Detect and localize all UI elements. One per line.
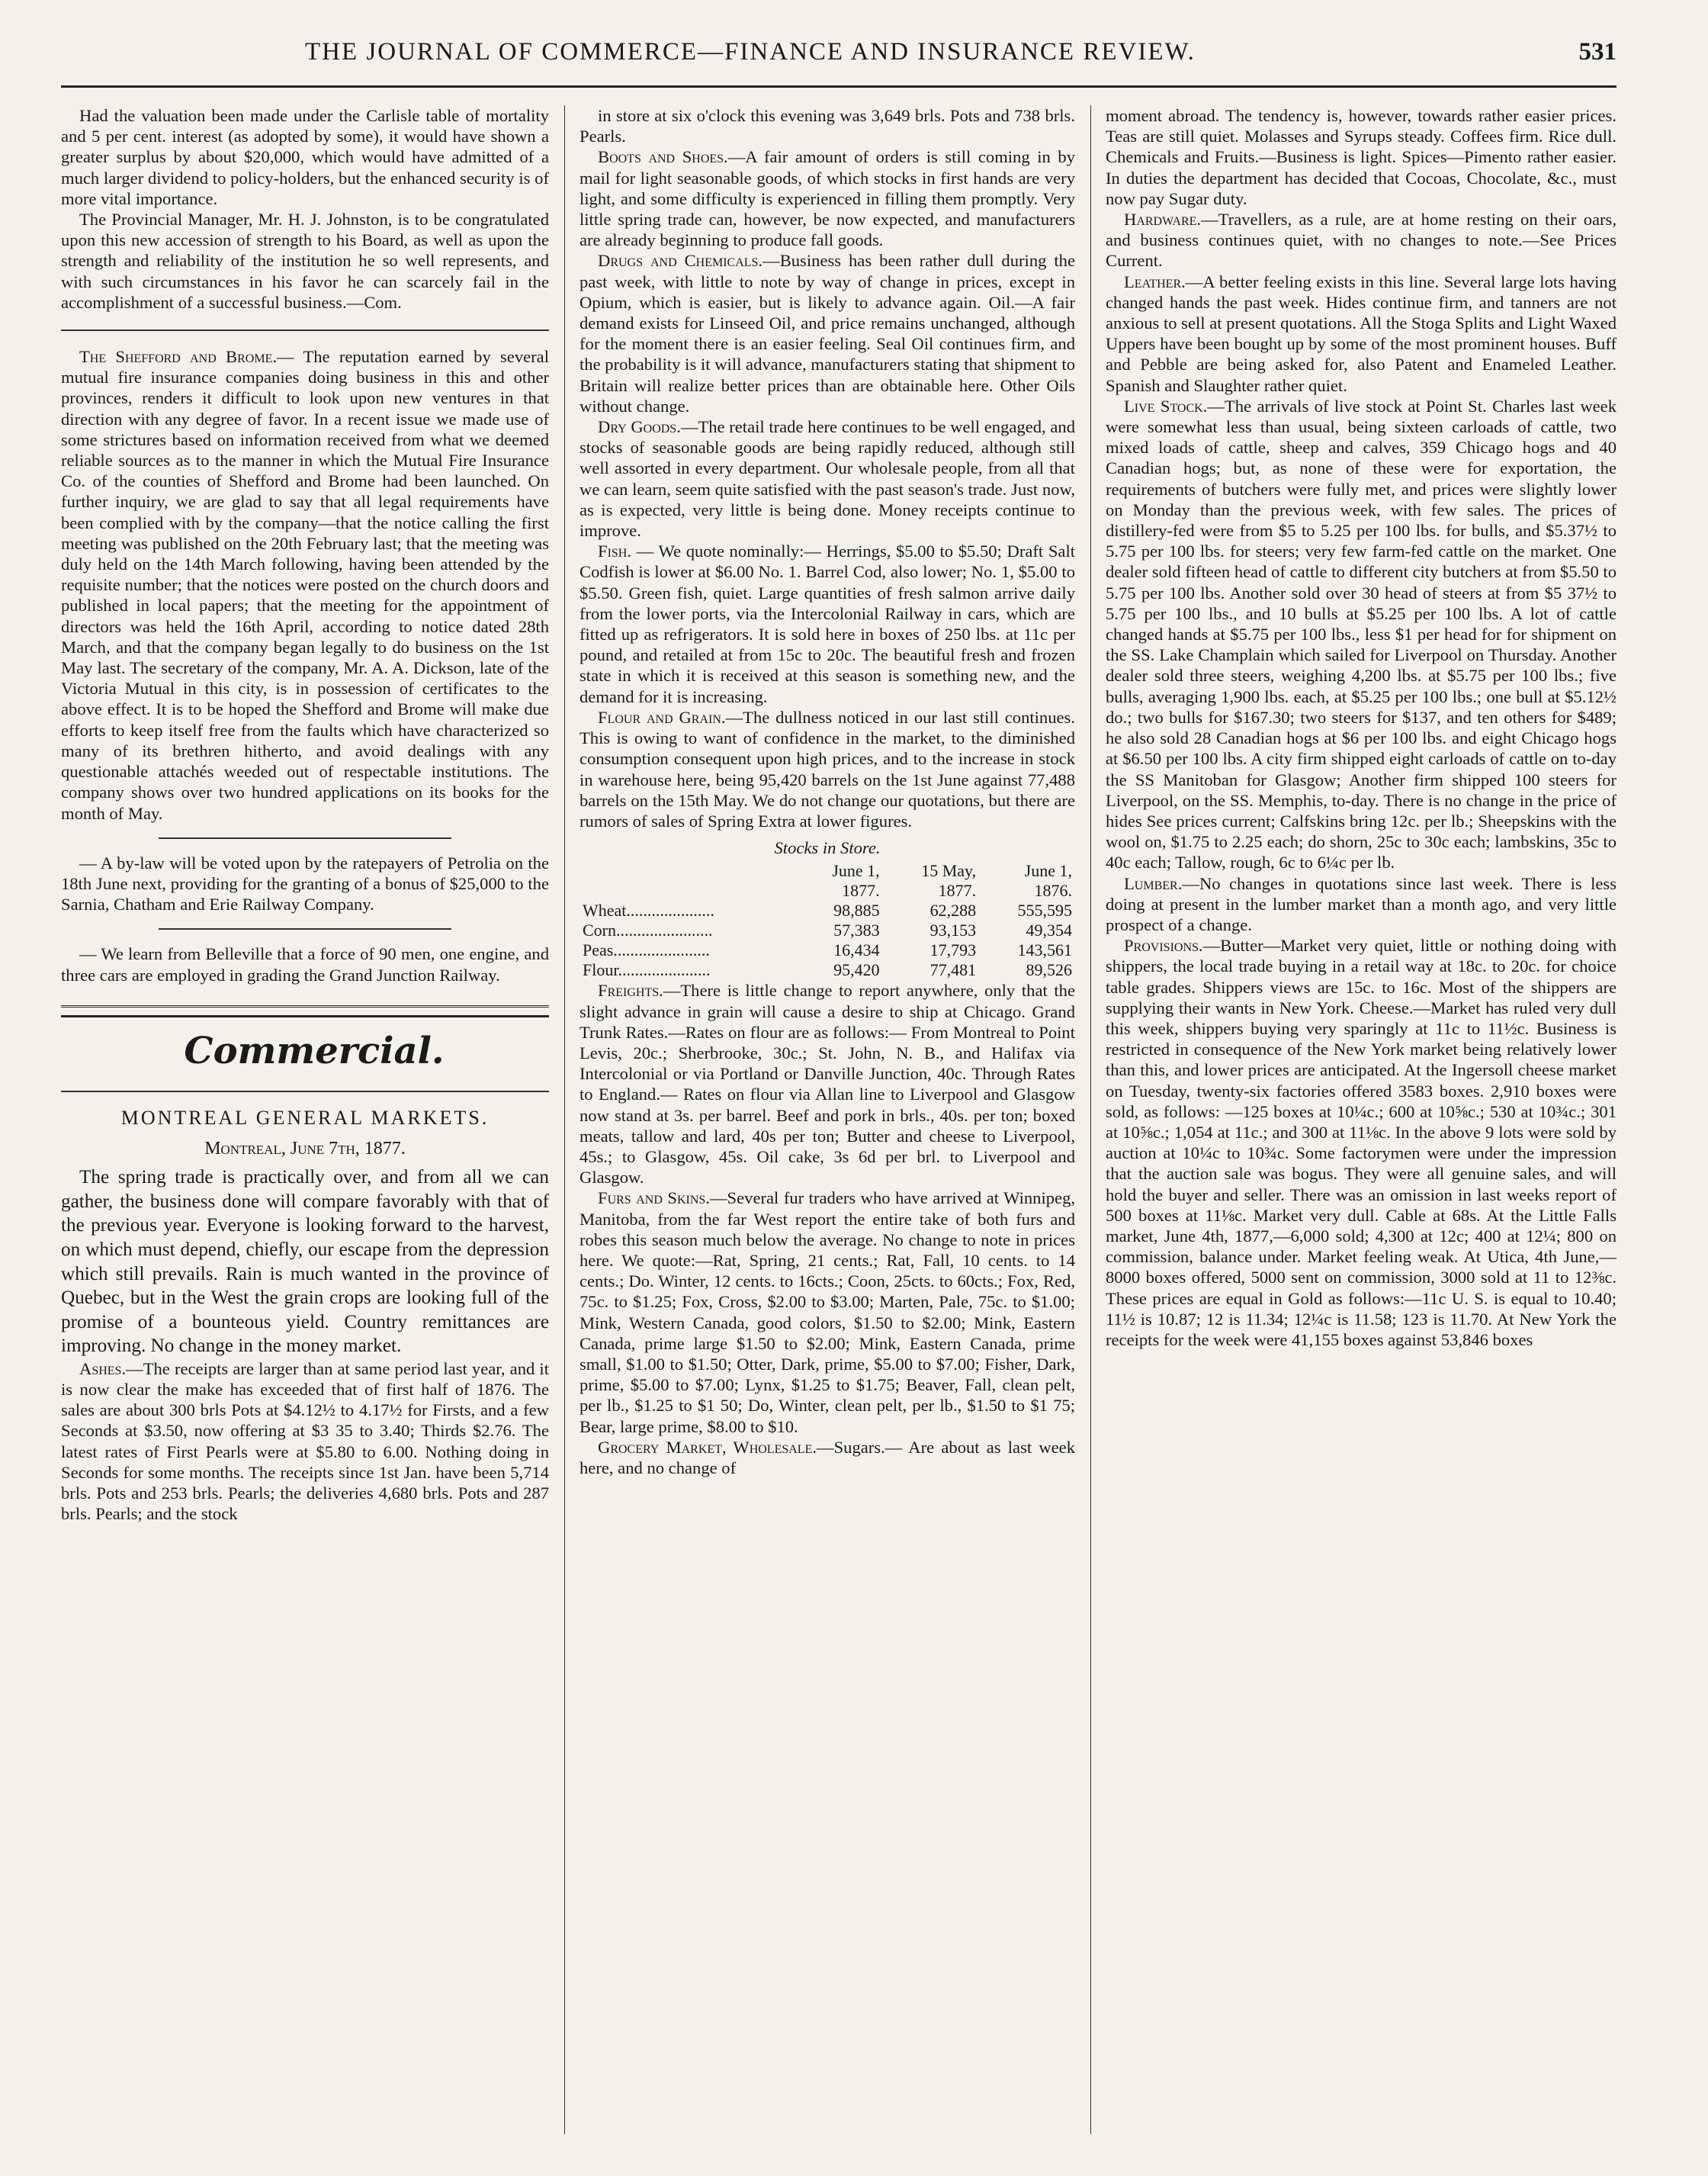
table-header-row [580, 861, 1075, 881]
stocks-title: Stocks in Store. [774, 838, 881, 858]
article-heading: Hardware. [1124, 210, 1202, 230]
column-divider [564, 105, 565, 2134]
article-grocery [580, 1437, 1075, 1478]
article-body: — We quote nominally:— Herrings, $5.00 to $5.50; Draft Salt Codfish is lower at $6.00 No. 1. Barrel Cod, also lower; No. 1, $5.00 to $5.50. Green fish, quiet. Large quantities of fresh salmon arrive daily from the lower ports, via the Intercolonial Railway in cars, which are fitted up as refrigerators. It is sold here in boxes of 250 lbs. at 11c per pound, and retailed at from 15c to 20c. The beautiful fresh and frozen state in which it is received at this season is something new, and the demand for it is increasing. [580, 542, 1075, 706]
column-header: 1877. [938, 881, 977, 901]
column-header: 1877. [842, 881, 880, 901]
article-body: —Sugars.— Are about as last week here, and no change of [580, 1437, 1076, 1477]
article-hardware [1106, 209, 1616, 272]
row-label: Flour...................... [583, 960, 711, 980]
article-body: —Travellers, as a rule, are at home resting on their oars, and business continues quiet, with no changes to note.—See Prices Current. [1106, 210, 1616, 271]
article-drugs [580, 250, 1075, 416]
article-heading: Drugs and Chemicals. [598, 251, 763, 271]
cell: 95,420 [833, 960, 880, 980]
markets-title: MONTREAL GENERAL MARKETS. [120, 1106, 490, 1129]
cell: 57,383 [833, 921, 880, 940]
divider [61, 1091, 549, 1092]
paragraph: moment abroad. The tendency is, however, towards rather easier prices. Teas are still quiet. Molasses and Syrups steady. Coffees firm. Rice dull. Chemicals and Fruits.—Business is light. Spices—Pimento rather easier. In duties the department has decided that Cocoas, Chocolate, &c., must now pay Sugar duty. [1106, 106, 1616, 208]
article-freights [580, 980, 1075, 1188]
paragraph: — A by-law will be voted upon by the ratepayers of Petrolia on the 18th June next, providing for the granting of a bonus of $25,000 to the Sarnia, Chatham and Erie Railway Company. [61, 853, 549, 914]
article-heading: Live Stock. [1124, 396, 1208, 416]
row-label: Wheat..................... [583, 901, 714, 921]
commercial-heading: Commercial. [184, 1029, 445, 1072]
article-body: —The receipts are larger than at same period last year, and it is now clear the make has exceeded that of first half of 1876. The sales are about 300 brls Pots at $4.12½ to 4.17½ for Firsts, and a few Seconds at $3.50, now offering at $3 35 to 3.40; Thirds $2.76. The latest rates of First Pearls were at $5.80 to 6.00. Nothing doing in Seconds for some months. The receipts since 1st Jan. have been 5,714 brls. Pots and 253 brls. Pearls; the deliveries 4,680 brls. Pots and 287 brls. Pearls; and the stock [61, 1358, 549, 1524]
table-row [580, 921, 1075, 940]
paragraph: Had the valuation been made under the Carlisle table of mortality and 5 per cent. interest (as adopted by some), it would have shown a greater surplus by about $20,000, which would have admitted of a much larger dividend to policy-holders, but the enhanced security is of more vital importance. [61, 106, 549, 208]
stocks-table [580, 861, 1075, 980]
cell: 143,561 [1017, 940, 1072, 960]
cell: 16,434 [833, 940, 880, 960]
section-rule [61, 1015, 549, 1017]
cell: 555,595 [1017, 901, 1072, 921]
article-heading: Fish. [598, 542, 631, 561]
article-body: —There is little change to report anywhere, only that the slight advance in grain will cause a desire to ship at Chicago. Grand Trunk Rates.—Rates on flour are as follows:— From Montreal to Point Levis, 20c.; Sherbrooke, 30c.; St. John, N. B., and Halifax via Intercolonial or via Portland or Danville Junction, 40c. Through Rates to England.— Rates on flour via Allan line to Liverpool and Glasgow now stand at 3s. per barrel. Beef and pork in brls., 40s. per ton; boxed meats, tallow and lard, 40s per ton; Butter and cheese to Liverpool, 45s.; to Glasgow, 45s. Oil cake, 3s 6d per brl. to Liverpool and Glasgow. [580, 981, 1075, 1188]
row-label: Peas....................... [583, 940, 710, 960]
table-row [580, 901, 1075, 921]
dateline: Montreal, June 7th, 1877. [204, 1138, 406, 1159]
article-body: —The arrivals of live stock at Point St. Charles last week were somewhat less than usual, being sixteen carloads of cattle, two mixed loads of cattle, sheep and calves, 359 Chicago hogs and 40 Canadian hogs; but, as none of these were for exportation, the requirements of butchers were fully met, and prices were slightly lower on Monday than the previous week, with few sales. The prices of distillery-fed were from $5 to 5.25 per 100 lbs. for bulls, and $5.37½ to 5.75 per 100 lbs. for steers; very few farm-fed cattle on the market. One dealer sold fifteen head of cattle to different city butchers at from $5.50 to 5.75 per 100 lbs. Another sold over 30 head of steers at from $5 37½ to 5.75 per 100 lbs., and 10 bulls at $5.25 per 100 lbs. A lot of cattle changed hands at $5.75 per 100 lbs., less $1 per head for for shipment on the SS. Lake Champlain which sailed for Liverpool on Thursday. Another dealer sold three steers, weighing 4,200 lbs. at $5.75 per 100 lbs.; five bulls, averaging 1,900 lbs. each, at $5.25 per 100 lbs.; one bull at $5.12½ do.; two bulls for $167.30; two steers for $137, and ten others for $489; he also sold 28 Canadian hogs at $6 per 100 lbs. and eight Chicago hogs at $6.50 per 100 lbs. A city firm shipped eight carloads of cattle on to-day the SS Manitoban for Glasgow; Another firm shipped 100 steers for Liverpool, on the SS. Memphis, to-day. There is no change in the price of hides See prices current; Calfskins bring 12c. per lb.; Sheepskins with the wool on, $1.75 to 2.25 each; do shorn, 25c to 30c each; lambskins, 35c to 40c each; Tallow, rough, 6c to 6¼c per lb. [1106, 396, 1616, 873]
article-body: —A fair amount of orders is still coming in by mail for light seasonable goods, of which stocks in first hands are very light, and some difficulty is experienced in filling them promptly. Very little spring trade can, however, be now expected, and manufacturers are already beginning to produce fall goods. [580, 147, 1075, 250]
divider [159, 837, 451, 839]
column-1 [61, 105, 549, 1525]
article-furs-skins [580, 1188, 1075, 1436]
paragraph: The Provincial Manager, Mr. H. J. Johnston, is to be congratulated upon this new accession of strength to his Board, as well as upon the strength and reliability of the institution he so well represents, and with such circumstances in his favor he can scarcely fail in the accomplishment of a successful business.—Com. [61, 210, 549, 312]
article-flour-grain [580, 707, 1075, 831]
row-label: Corn....................... [583, 921, 713, 940]
cell: 17,793 [929, 940, 977, 960]
article-live-stock [1106, 396, 1616, 873]
paragraph: — We learn from Belleville that a force of 90 men, one engine, and three cars are employed in grading the Grand Junction Railway. [61, 944, 549, 985]
article-body: —Several fur traders who have arrived at Winnipeg, Manitoba, from the far West report the entire take of both furs and robes this season much below the average. No change to note in prices here. We quote:—Rat, Spring, 21 cents.; Rat, Fall, 10 cents. to 14 cents.; Do. Winter, 12 cents. to 16cts.; Coon, 25cts. to 60cts.; Fox, Red, 75c. to $1.25; Fox, Cross, $2.00 to $3.00; Marten, Pale, 75c. to $1.00; Mink, Western Canada, good colors, $1.50 to $2.00; Mink, Eastern Canada, prime large $1.50 to $2.00; Mink, Eastern Canada, prime small, $1.00 to $1.50; Otter, Dark, prime, $5.00 to $7.00; Fisher, Dark, prime, $5.00 to $7.00; Lynx, $1.25 to $1.75; Beaver, Fall, clean pelt, per lb., $1.25 to $1 50; Do, Winter, clean pelt, per lb., $1.50 to $1 75; Bear, large prime, $8.00 to $10. [580, 1188, 1076, 1436]
cell: 98,885 [833, 901, 880, 921]
article-ashes [61, 1358, 549, 1525]
cell: 93,153 [929, 921, 977, 940]
article-dry-goods [580, 416, 1075, 541]
page-title: THE JOURNAL OF COMMERCE—FINANCE AND INSURANCE REVIEW. [305, 38, 1196, 66]
article-body: —No changes in quotations since last week. There is less doing at present in the lumber market than a month ago, and very little prospect of a change. [1106, 873, 1616, 934]
article-body: —Business has been rather dull during the past week, with little to note by way of change in prices, except in Opium, which is easier, but is likely to advance again. Oil.—A fair demand exists for Linseed Oil, and price remains unchanged, although for the moment there is an easier feeling. Seal Oil continues firm, and the probability is it will advance, manufacturers stating that shipment to Britain will realize better prices than are obtainable here. Other Oils without change. [580, 251, 1075, 416]
lead-paragraph: The spring trade is practically over, and from all we can gather, the business done will compare favorably with that of the previous year. Everyone is looking forward to the harvest, on which must depend, chiefly, our escape from the depression which still prevails. Rain is much wanted in the province of Quebec, but in the West the grain crops are looking full of the promise of a bounteous yield. Country remittances are improving. No change in the money market. [61, 1167, 549, 1357]
column-header: 1876. [1034, 881, 1072, 901]
article-lumber [1106, 873, 1616, 936]
table-row [580, 960, 1075, 980]
article-body: —Butter—Market very quiet, little or nothing doing with shippers, the local trade buying in a retail way at 18c. to 20c. for choice table grades. Shippers views are 15c. to 16c. Most of the shippers are supplying their wants in New York. Cheese.—Market has ruled very dull this week, shippers buying very sparingly at 11c to 11½c. Business is restricted in consequence of the New York market being relatively lower than this, and lower prices are anticipated. At the Ingersoll cheese market on Tuesday, twenty-six factories offered 3583 boxes. 2,910 boxes were sold, as follows: —125 boxes at 10¼c.; 600 at 10⅝c.; 530 at 10¾c.; 301 at 10⅝c.; 1,054 at 11c.; and 300 at 11⅛c. In the above 9 lots were sold by auction at 10¼c to 10¾c. Some factorymen were under the impression that the auction sale was bogus. They were all genuine sales, and will hold the buyer and seller. There was an omission in last weeks report of 500 boxes at 11⅛c. Market very dull. Cable at 68s. At the Little Falls market, June 4th, 1877,—6,000 sold; 4,300 at 12c; 400 at 12¼; 800 on commission, balance under. Market feeling weak. At Utica, 4th June,—8000 boxes offered, 5000 sent on commission, 3000 sold at 11 to 12⅜c. These prices are equal in Gold as follows:—11c U. S. is equal to 10.40; 11½ is 10.87; 12 is 11.34; 12¼c is 11.58; 123 is 11.70. At New York the receipts for the week were 41,155 boxes against 53,846 boxes [1106, 936, 1616, 1349]
table-header-row [580, 881, 1075, 901]
article-leather [1106, 272, 1616, 396]
journal-page [61, 23, 1616, 2151]
column-header: June 1, [832, 861, 880, 881]
column-header: 15 May, [921, 861, 977, 881]
column-header: June 1, [1024, 861, 1072, 881]
article-heading: Ashes. [79, 1358, 127, 1378]
article-boots-shoes [580, 146, 1075, 250]
article-heading: Leather. [1124, 272, 1186, 291]
page-header [61, 38, 1616, 88]
article-body: —The retail trade here continues to be well engaged, and stocks of seasonable goods are being rapidly reduced, although still well assorted in every department. Our wholesale people, from all that we can learn, seem quite satisfied with the past season's trade. Just now, as is expected, very little is being done. Money receipts continue to improve. [580, 417, 1075, 541]
paragraph: in store at six o'clock this evening was 3,649 brls. Pots and 738 brls. Pearls. [580, 106, 1075, 146]
cell: 49,354 [1026, 921, 1072, 940]
section-rule [61, 1005, 549, 1008]
table-row [580, 940, 1075, 960]
article-heading: Flour and Grain. [598, 707, 726, 727]
cell: 89,526 [1026, 960, 1072, 980]
article-body: The reputation earned by several mutual fire insurance companies doing business in this and other provinces, renders it difficult to look upon new ventures in that direction with any degree of favor. In a recent issue we made use of some strictures based on information received from what we deemed reliable sources as to the manner in which the Mutual Fire Insurance Co. of the counties of Shefford and Brome had been launched. On further inquiry, we are glad to say that all legal requirements have been complied with by the company—that the notice calling the first meeting was published on the 20th February last; that the meeting was duly held on the 14th March following, having been attended by the requisite number; that the notices were posted on the church doors and published in local papers; that the meeting for the appointment of directors was held the 16th April, according to notice dated 28th March, and that the company began legally to do business on the 1st May last. The secretary of the company, Mr. A. A. Dickson, late of the Victoria Mutual in this city, is in possession of certificates to the above effect. It is to be hoped the Shefford and Brome will make due efforts to keep itself free from the faults which have characterized so many of its brethren hitherto, and avoid dealings with any questionable attachés weeded out of respectable institutions. The company shows over two hundred applications on its books for the month of May. [61, 347, 549, 823]
article-fish [580, 541, 1075, 707]
article-provisions [1106, 935, 1616, 1350]
article-heading: Grocery Market, Wholesale. [598, 1437, 817, 1457]
article-shefford-brome [61, 346, 549, 824]
article-heading: Boots and Shoes. [598, 147, 728, 167]
article-body: —The dullness noticed in our last still continues. This is owing to want of confidence in the market, to the diminished consumption consequent upon high prices, and to the increase in stock in warehouse here, being 95,420 barrels on the 1st June against 77,488 barrels on the 15th May. We do not change our quotations, but there are rumors of sales of Spring Extra at lower figures. [580, 707, 1075, 831]
article-heading: Dry Goods. [598, 417, 681, 437]
article-heading: Furs and Skins. [598, 1188, 710, 1208]
article-heading: Lumber. [1124, 873, 1183, 893]
page-number: 531 [1578, 38, 1616, 66]
column-divider [1090, 105, 1091, 2134]
divider [159, 928, 451, 930]
column-3 [1106, 105, 1616, 1350]
cell: 77,481 [929, 960, 977, 980]
column-2 [580, 105, 1075, 1478]
cell: 62,288 [929, 901, 977, 921]
article-heading: Freights. [598, 981, 663, 1001]
article-body: —A better feeling exists in this line. Several large lots having changed hands the past week. Hides continue firm, and tanners are not anxious to sell at present quotations. All the Stoga Splits and Light Waxed Uppers have been bought up by some of the most prominent houses. Buff and Pebble are being asked for, also Patent and Enameled Leather. Spanish and Slaughter rather quiet. [1106, 272, 1616, 395]
article-heading: Provisions. [1124, 936, 1203, 956]
article-heading: The Shefford and Brome.— [79, 347, 294, 367]
divider [61, 329, 549, 331]
